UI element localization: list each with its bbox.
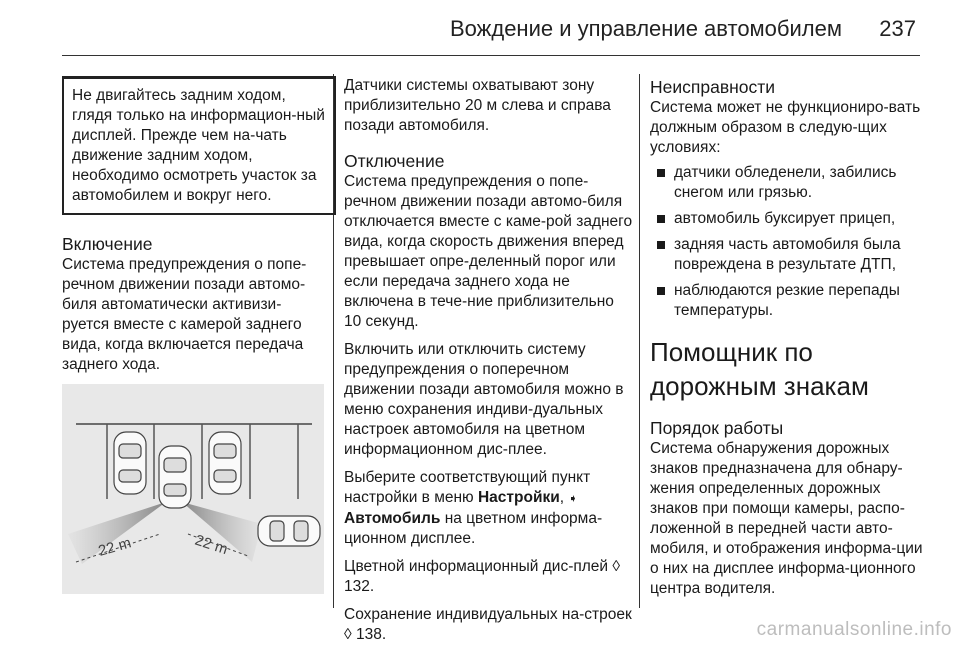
range-label-left: 22 m — [96, 534, 134, 560]
vehicle-menu-label: Автомобиль — [344, 510, 441, 527]
toggle-text: Включить или отключить систему предупреждения о поперечном движении позади автомобиля можно в меню сохранения индиви-дуальных настроек автомобиля на цветном информационном дис-плее. — [344, 341, 624, 458]
detection-zones-figure — [62, 384, 324, 594]
deactivation-heading: Отключение — [344, 151, 445, 171]
settings-ref-text: Сохранение индивидуальных на-строек ◊ 138. — [344, 606, 632, 643]
menu-arrow-icon: ➧ — [568, 493, 578, 505]
procedure-text: Система обнаружения дорожных знаков предназначена для обнару-жения определенных дорожных знаков при помощи камеры, распо-ложенной в передней части авто-мобиля, и отображения информа-ции о них на дисплее информа-ционного центра водителя. — [650, 440, 923, 597]
list-item: датчики обледенели, забились снегом или грязью. — [650, 163, 925, 203]
display-ref-text: Цветной информационный дис-плей ◊ 132. — [344, 558, 621, 595]
warning-text: Не двигайтесь задним ходом, глядя только на информацион-ный дисплей. Прежде чем на-чать движение задним ходом, необходимо осмотреть участок за автомобилем и вокруг него. — [72, 87, 325, 204]
column-divider-2 — [639, 74, 640, 608]
watermark: carmanualsonline.info — [756, 619, 952, 640]
left-column — [62, 76, 324, 411]
warning-box — [62, 76, 336, 215]
page-number: 237 — [879, 16, 916, 41]
range-label-right: 22 m — [192, 531, 230, 559]
activation-heading: Включение — [62, 234, 153, 254]
parked-car-right — [209, 432, 241, 494]
deactivation-text: Система предупреждения о попе-речном движении позади автомо-биля отключается вместе с каме-рой заднего вида, когда скорость движения вперед превышает опре-деленный порог или если передача заднего хода не включена в тече-ние приблизительно 10 секунд. — [344, 173, 633, 330]
header-divider — [62, 55, 920, 56]
procedure-heading: Порядок работы — [650, 418, 784, 438]
faults-list — [650, 163, 925, 321]
parked-car-left — [114, 432, 146, 494]
activation-text: Система предупреждения о попе-речном движении позади автомо-биля автоматически активизи-руется вместе с камерой заднего вида, когда включается передача заднего хода. — [62, 256, 307, 373]
settings-menu-label: Настройки — [477, 489, 560, 506]
middle-column — [344, 76, 634, 645]
right-column — [650, 76, 925, 599]
faults-heading: Неисправности — [650, 77, 776, 97]
page-reference-icon: ◊ — [344, 626, 352, 643]
section-heading: Помощник по дорожным знакам — [650, 337, 869, 401]
list-item: автомобиль буксирует прицеп, — [650, 209, 925, 229]
reversing-car — [159, 446, 191, 508]
page-header-title: Вождение и управление автомобилем — [449, 16, 842, 41]
faults-intro: Система может не функциониро-вать должным образом в следую-щих условиях: — [650, 99, 921, 156]
menu-path-text: Выберите соответствующий пункт настройки в меню Настройки, ➧ Автомобиль на цветном информа-ционном дисплее. — [344, 469, 603, 547]
sensor-range-text: Датчики системы охватывают зону приблизительно 20 м слева и справа позади автомобиля. — [344, 77, 611, 134]
list-item: наблюдаются резкие перепады температуры. — [650, 281, 925, 321]
page-reference-icon: ◊ — [612, 558, 621, 575]
page-header — [0, 0, 960, 56]
approaching-car — [258, 516, 320, 546]
list-item: задняя часть автомобиля была повреждена в результате ДТП, — [650, 235, 925, 275]
